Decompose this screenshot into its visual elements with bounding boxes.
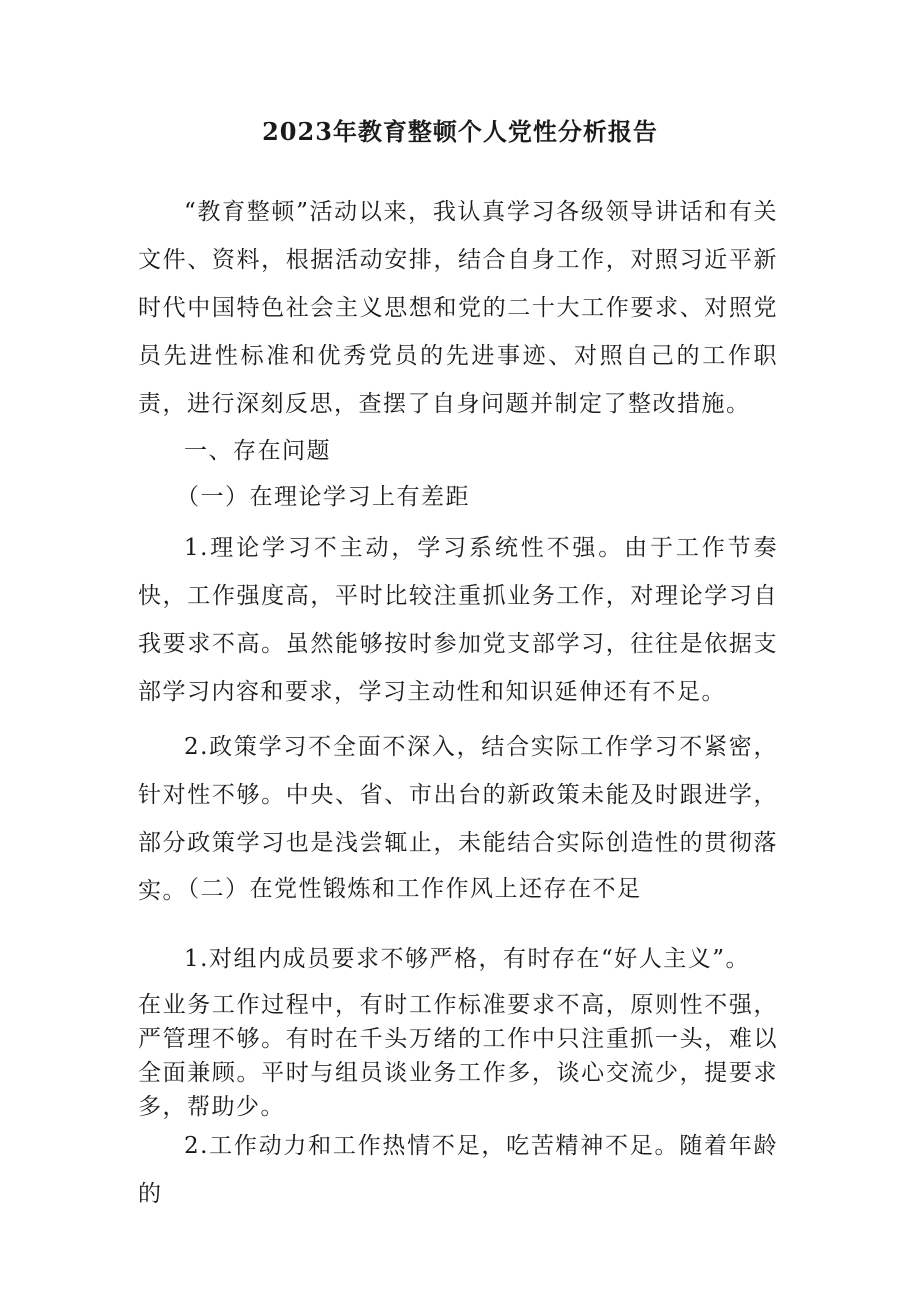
item-work-motivation: 2.工作动力和工作热情不足，吃苦精神不足。随着年龄的	[138, 1133, 778, 1207]
intro-paragraph: “教育整顿”活动以来，我认真学习各级领导讲话和有关文件、资料，根据活动安排，结合自身工作，对照习近平新时代中国特色社会主义思想和党的二十大工作要求、对照党员先进性标准和优秀党员的先进事迹、对照自己的工作职责，进行深刻反思，查摆了自身问题并制定了整改措施。	[138, 199, 778, 417]
item-team-requirements-heading: 1.对组内成员要求不够严格，有时存在“好人主义”。	[184, 946, 750, 972]
item-team-requirements-body: 在业务工作过程中，有时工作标准要求不高，原则性不强，严管理不够。有时在千头万绪的工作中只注重抓一头，难以全面兼顾。平时与组员谈业务工作多，谈心交流少，提要求多，帮助少。	[138, 992, 778, 1120]
section-heading-problems: 一、存在问题	[184, 438, 331, 464]
document-title: 2023年教育整顿个人党性分析报告	[262, 117, 658, 146]
subsection-heading-party-spirit: （二）在党性锻炼和工作作风上还存在不足	[176, 876, 642, 902]
subsection-heading-theory: （一）在理论学习上有差距	[176, 484, 470, 510]
item-policy-study: 2.政策学习不全面不深入，结合实际工作学习不紧密，针对性不够。中央、省、市出台的新政策未能及时跟进学，部分政策学习也是浅尝辄止，未能结合实际创造性的贯彻落实。	[138, 734, 778, 904]
item-theory-study: 1.理论学习不主动，学习系统性不强。由于工作节奏快，工作强度高，平时比较注重抓业务工作，对理论学习自我要求不高。虽然能够按时参加党支部学习，往往是依据支部学习内容和要求，学习主动性和知识延伸还有不足。	[138, 535, 778, 705]
